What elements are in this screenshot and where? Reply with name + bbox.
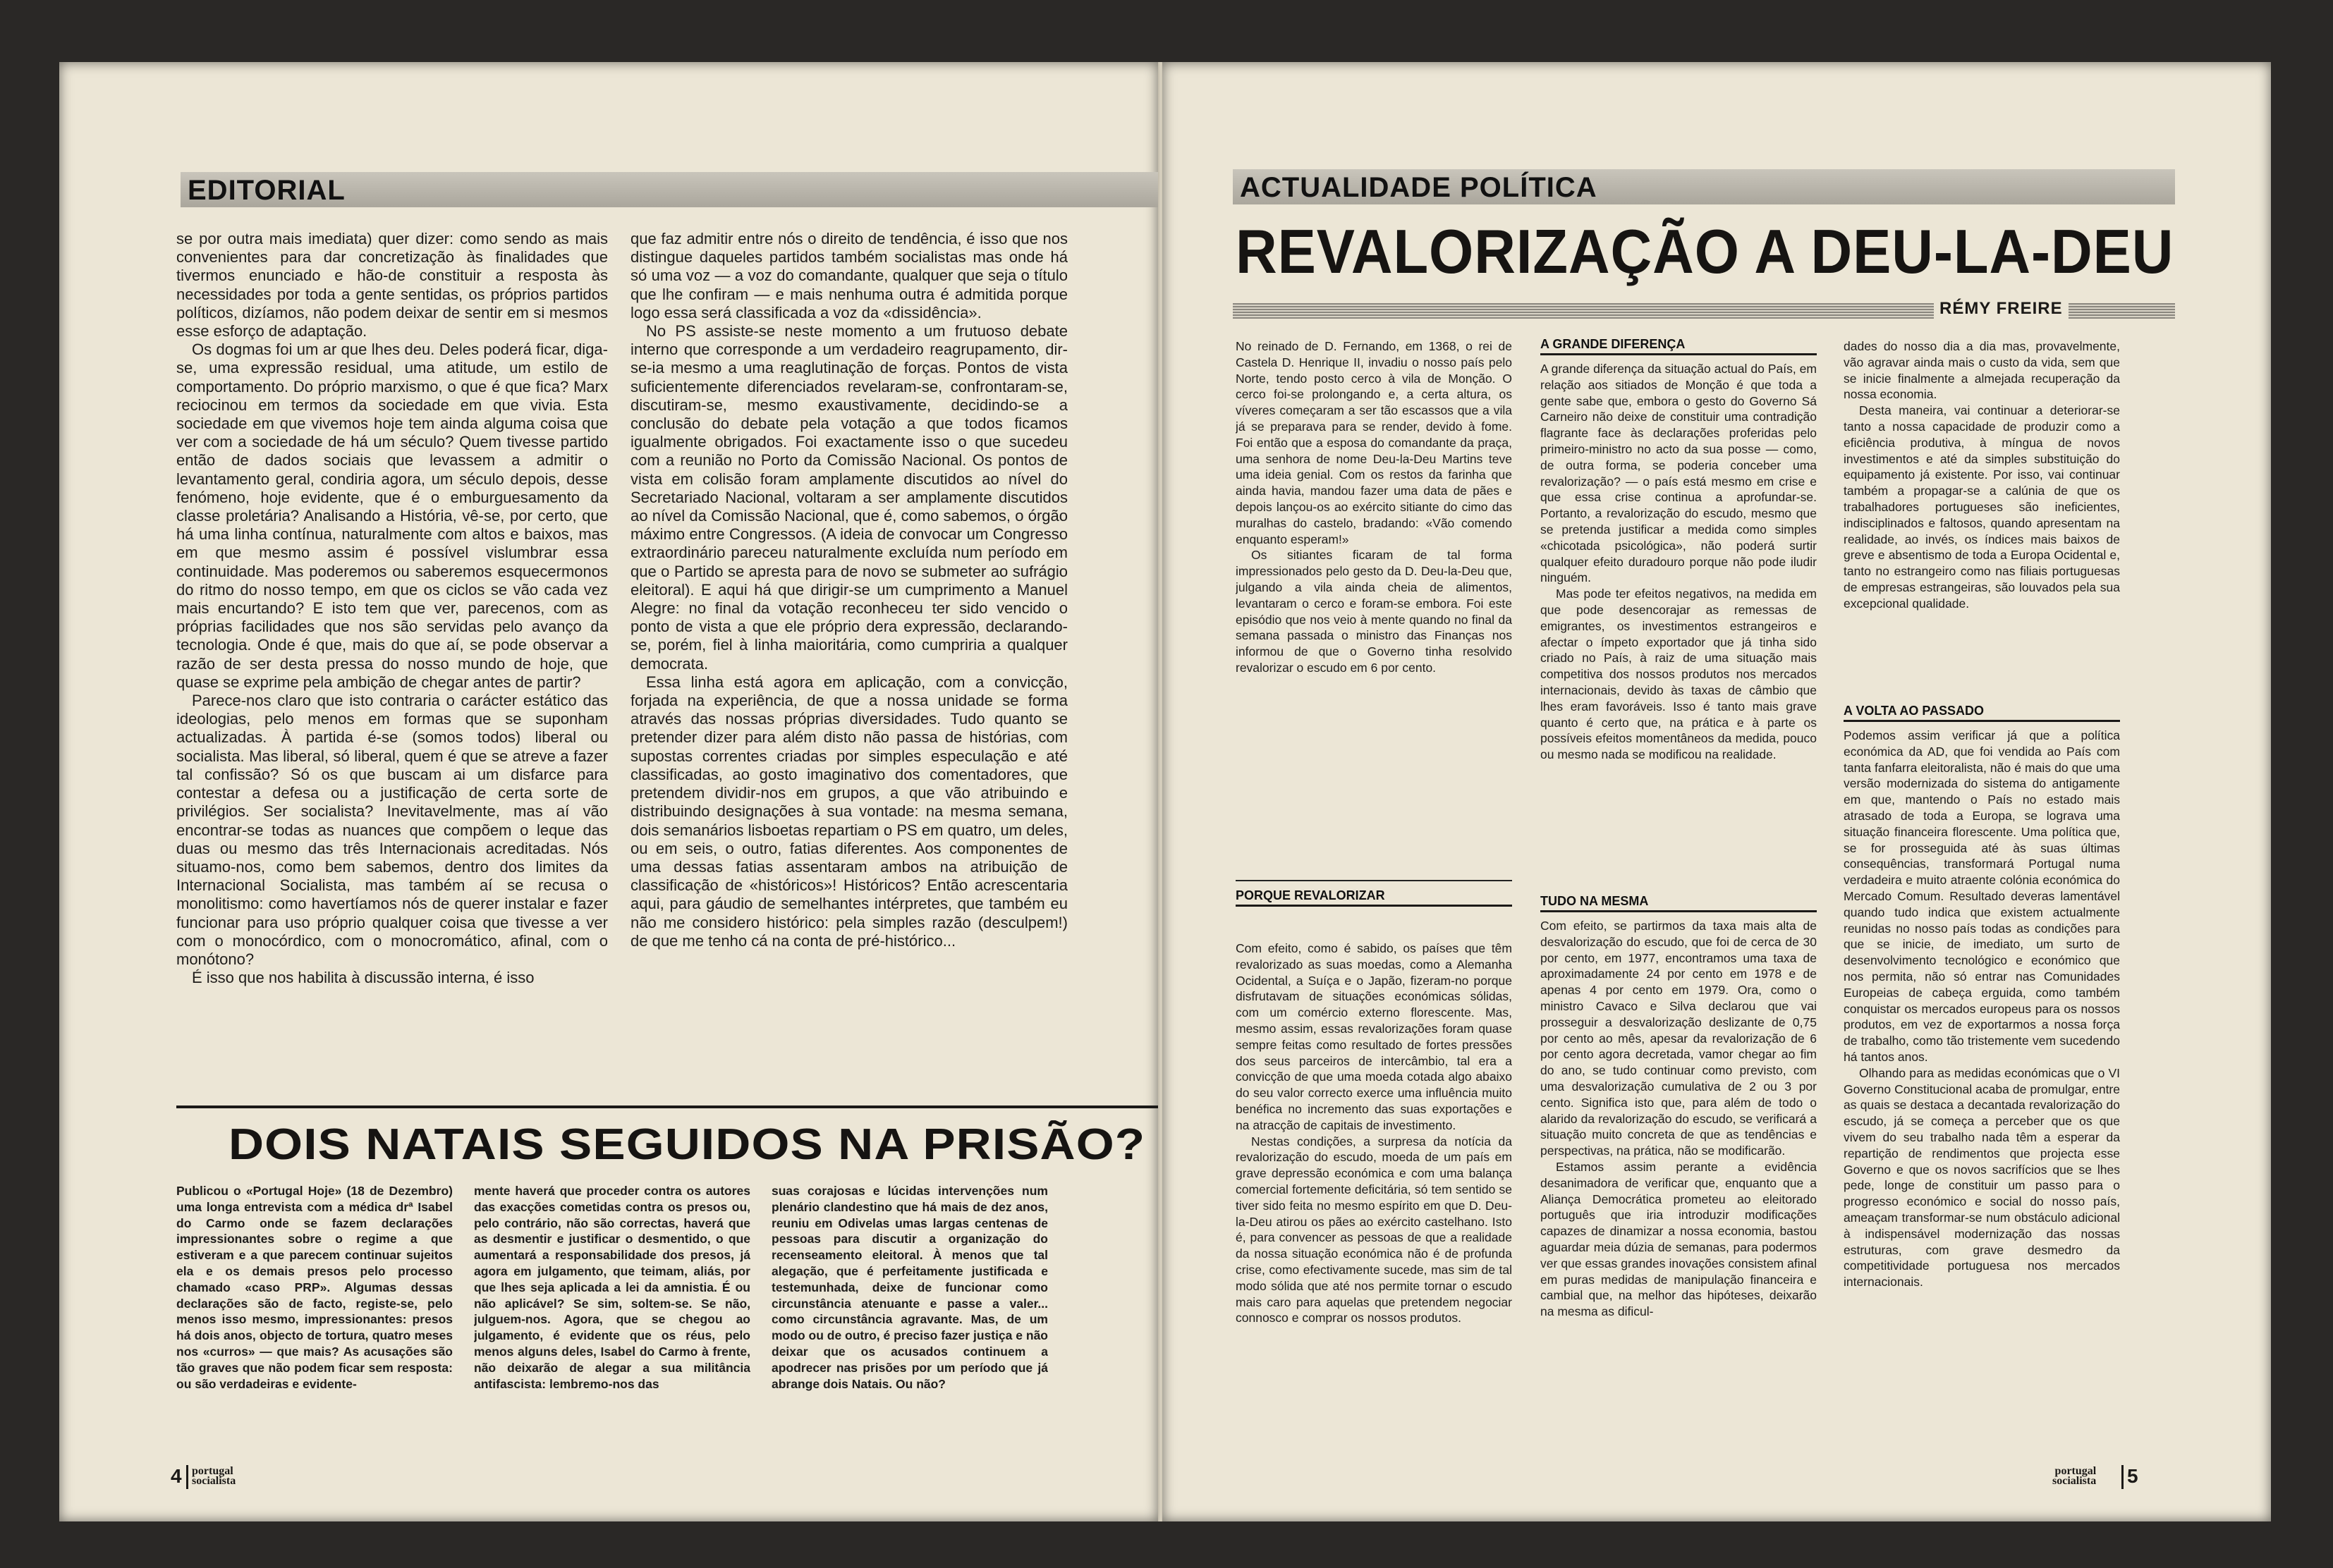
paragraph: No PS assiste-se neste momento a um frutuoso debate interno que corresponde a um verdadeiro reagrupamento, dir-se-ia mesmo a uma reaglutinação de forças. Pontos de vista suficientemente diferenciados revelaram-se, confrontaram-se, discutiram-se, mesmo exaustivamente, decidindo-se a conclusão do debate pela votação a que todos ficamos igualmente obrigados. Foi exactamente isso o que sucedeu com a reunião no Porto da Comissão Nacional. Os pontos de vista em colisão foram amplamente discutidos ao nível do Secretariado Nacional, voltaram a ser amplamente discutidos ao nível da Comissão Nacional, que é, como sabemos, o órgão máximo entre Congressos. (A ideia de convocar um Congresso extraordinário pareceu naturalmente excluída num período em que o Partido se apresta para de novo se submeter ao sufrágio eleitoral). E aqui há que dirigir-se um cumprimento a Manuel Alegre: no final da votação reconheceu ter sido vencido o ponto de vista a que ele próprio dera expressão, declarando-se, porém, fiel à linha maioritária, como cumpriria a qualquer democrata.: [631, 322, 1068, 673]
section-title: EDITORIAL: [188, 175, 346, 206]
subhead-volta-ao-passado: A VOLTA AO PASSADO: [1844, 704, 2120, 722]
article-column-3-bottom: [1844, 728, 2120, 1483]
section-header-editorial: [181, 172, 1158, 207]
natais-column-2: [474, 1183, 750, 1465]
article-headline: REVALORIZAÇÃO A DEU-LA-DEU: [1236, 216, 2174, 286]
folio-rule: [2121, 1465, 2124, 1489]
logo-line-1: portugal: [192, 1465, 233, 1477]
paragraph: Nestas condições, a surpresa da notícia da revalorização do escudo, moeda de um país em grave depressão económica e com uma balança comercial fortemente deficitária, só tem sentido se tiver sido feita no mesmo espírito em que D. Deu-la-Deu atirou os pães ao exército castelhano. Isto é, para convencer as pessoas de que a realidade da nossa situação económica não é de profunda crise, como efectivamente sucede, mas sim de tal modo sólida que até nos permite tornar o escudo mais caro para aquelas que pretendem negociar connosco e comprar os nossos produtos.: [1236, 1134, 1512, 1325]
paragraph: É isso que nos habilita à discussão interna, é isso: [192, 969, 535, 987]
logo-line-2: socialista: [2052, 1475, 2097, 1487]
article-column-1-intro: [1236, 338, 1512, 846]
article-column-2-tudo: [1540, 918, 1817, 1483]
page-number: 5: [2127, 1465, 2138, 1487]
logo-line-2: socialista: [192, 1475, 236, 1487]
right-page: [1162, 62, 2271, 1521]
article-divider: [176, 1105, 1158, 1108]
paragraph: Olhando para as medidas económicas que o VI Governo Constitucional acaba de promulgar, entre as quais se destaca a decantada revalorização do escudo, já se começa a perceber que os que vivem do seu trabalho nada têm a esperar da repartição de rendimentos que projecta esse Governo e que os novos sacrifícios que se lhes pede, longe de constituir um passo para o progresso económico e social do nosso país, ameaçam transformar-se num obstáculo adicional à indispensável modernização das nossas estruturas, com grave desmedro da competitividade portuguesa nos mercados internacionais.: [1844, 1065, 2120, 1290]
natais-paragraph: suas corajosas e lúcidas intervenções num plenário clandestino que há mais de dez anos, reuniu em Odivelas umas largas centenas de pessoas para discutir a organização do recenseamento eleitoral. À menos que tal alegação, que é perfeitamente justificada e testemunhada, deixe de funcionar como circunstância atenuante e passe a valer... como circunstância agravante. Mas, de um modo ou de outro, é preciso fazer justiça e não deixar que os acusados continuem a apodrecer nas prisões por um período que já abrange dois Natais. Ou não?: [772, 1184, 1048, 1391]
editorial-column-2: [631, 230, 1068, 1134]
paragraph: Estamos assim perante a evidência desanimadora de verificar que, enquanto que a Aliança Democrática prometeu ao eleitorado português que iria introduzir modificações capazes de dinamizar a nossa economia, bastou aguardar meia dúzia de semanas, para podermos ver que essas grandes inovações consistem afinal em puras medidas de manipulação financeira e cambial que, na melhor das hipóteses, deixarão na mesma as dificul-: [1540, 1159, 1817, 1319]
natais-column-3: [772, 1183, 1048, 1465]
paragraph: Essa linha está agora em aplicação, com a convicção, forjada na experiência, de que a nossa unidade se forma através das nossas próprias diversidades. Tudo quanto se pretender dizer para além disto não passa de histórias, com supostas correntes criadas por simples especulação e até classificadas, ao gosto imaginativo dos comentadores, que pretendem dividir-nos em grupos, a que vão atribuindo e distribuindo designações à sua vontade: na mesma semana, dois semanários lisboetas repartiam o PS em quatro, um deles, ou em seis, o outro, fatias diferentes. Aos componentes de uma dessas fatias assentaram ambos na atribuição de classificação de «históricos»! Históricos? Então acrescentaria aqui, para gáudio de semelhantes intérpretes, que também eu não me considero histórico: pela simples razão (desculpem!) de que me tenho cá na conta de pré-histórico...: [631, 673, 1068, 950]
publication-logo: [2052, 1466, 2096, 1486]
natais-headline: DOIS NATAIS SEGUIDOS NA PRISÃO?: [229, 1120, 1146, 1169]
paragraph: Desta maneira, vai continuar a deteriorar-se tanto a nossa capacidade de produzir como a eficiência produtiva, à míngua de novos investimentos e até da simples substituição do equipamento já existente. Por isso, vai continuar também a propagar-se a calúnia de que os trabalhadores portugueses são ineficientes, indisciplinados e faltosos, quando apresentam na realidade, ao invés, os índices mais baixos de greve e absentismo de toda a Europa Ocidental e, tanto no estrangeiro como nas filiais portuguesas de empresas estrangeiras, são louvados pela sua excepcional qualidade.: [1844, 403, 2120, 611]
paragraph: se por outra mais imediata) quer dizer: como sendo as mais convenientes para dar concretização às finalidades que tivermos enunciado e hão-de constituir a resposta às necessidades por toda a gente sentidas, os próprios partidos políticos, dizíamos, não podem deixar de sentir em si mesmos esse esforço de adaptação.: [176, 230, 608, 341]
section-header-actualidade: [1233, 169, 2175, 204]
article-column-2-diferenca: [1540, 361, 1817, 955]
subhead-porque-revalorizar: PORQUE REVALORIZAR: [1236, 888, 1512, 907]
natais-paragraph: mente haverá que proceder contra os autores das exacções cometidas contra os presos ou, pelo contrário, não são correctas, haverá que as desmentir e justificar o desmentido, o que aumentará a responsabilidade dos presos, já agora em julgamento, que teimam, aliás, por que lhes seja aplicada a lei da amnistia. É ou não aplicável? Se sim, soltem-se. Se não, julguem-nos. Agora, que se chegou ao julgamento, é evidente que os réus, pelo menos alguns deles, Isabel do Carmo à frente, não deixarão de alegar a sua militância antifascista: lembremo-nos das: [474, 1184, 750, 1391]
paragraph: Os dogmas foi um ar que lhes deu. Deles poderá ficar, diga-se, uma expressão residual, uma atitude, um estilo de comportamento. Do próprio marxismo, o que é que fica? Marx reciocinou em termos da sociedade em que vivia. Esta sociedade em que vivemos hoje tem ainda alguma coisa que ver com a sociedade de há um século? Quem tivesse partido então de dados sociais que levassem a admitir o levantamento geral, condiria agora, um século depois, desse fenómeno, hoje evidente, que é o emburguesamento da classe proletária? Analisando a História, vê-se, por certo, que há uma linha contínua, naturalmente com altos e baixos, mas em que mesmo assim é possível vislumbrar essa continuidade. Mas poderemos ou saberemos esquecermonos do ritmo do nosso tempo, em que os ciclos se vão cada vez mais encurtando? E isto tem que ver, parecenos, com as próprias facilidades que nos são servidas pelo avanço da tecnologia. Onde é que, mais do que aí, se pode observar a razão de ser desta pressa do nosso mundo de hoje, que quase se exprime pela ambição de chegar antes de partir?: [176, 341, 608, 691]
paragraph: dades do nosso dia a dia mas, provavelmente, vão agravar ainda mais o custo da vida, sem que se inicie finalmente a almejada recuperação da nossa economia.: [1844, 339, 2120, 402]
article-column-1-body: [1236, 941, 1512, 1483]
author-byline: RÉMY FREIRE: [1934, 299, 2069, 319]
page-number: 4: [171, 1465, 182, 1487]
paragraph: Com efeito, se partirmos da taxa mais alta de desvalorização do escudo, que foi de cerca de 30 por cento, em 1977, encontramos uma taxa de aproximadamente 24 por cento em 1978 e de apenas 4 por cento em 1979. Ora, como o ministro Cavaco e Silva declarou que vai prosseguir a desvalorização deslizante de 0,75 por cento ao mês, apesar da revalorização de 6 por cento agora decretada, vamor chegar ao fim do ano, se tudo continuar como previsto, com uma desvalorização cumulativa de 2 ou 3 por cento. Significa isto que, para além de todo o alarido da revalorização do escudo, se verificará a situação muito concreta de que as tendências e perspectivas, na prática, não se modificarão.: [1540, 919, 1817, 1158]
editorial-column-1: [176, 230, 608, 1155]
paragraph: A grande diferença da situação actual do País, em relação aos sitiados de Monção é que toda a gente sabe que, embora o gesto do Governo Sá Carneiro não deixe de constituir uma contradição flagrante face às declarações proferidas pelo primeiro-ministro no acto da sua posse — como, de outra forma, se poderia conceber uma revalorização? — o país está mesmo em crise e que essa crise continua a aprofundar-se. Portanto, a revalorização do escudo, mesmo que se pretenda justificar a medida como simples «chicotada psicológica», não poderá surtir qualquer efeito duradouro porque não pode iludir ninguém.: [1540, 362, 1817, 585]
natais-paragraph: Publicou o «Portugal Hoje» (18 de Dezembro) uma longa entrevista com a médica drª Isabel do Carmo onde se fazem declarações impressionantes sobre o regime a que estiveram e a que parecem continuar sujeitos ela e os demais presos pelo processo chamado «caso PRP». Algumas dessas declarações são de facto, registe-se, pelo menos isso mesmo, impressionantes: presos há dois anos, objecto de tortura, quatro meses nos «curros» — que mais? As acusações são tão graves que não podem ficar sem resposta: ou são verdadeiras e evidente-: [176, 1184, 453, 1391]
paragraph: No reinado de D. Fernando, em 1368, o rei de Castela D. Henrique II, invadiu o nosso país pelo Norte, tendo posto cerco à vila de Monção. O cerco foi-se prolongando e, a certa altura, os víveres começaram a ser tão escassos que a vila já se preparava para se render, devido à fome. Foi então que a esposa do comandante da praça, uma senhora de nome Deu-la-Deu Martins teve uma ideia genial. Com os restos da farinha que ainda havia, mandou fazer uma data de pães e depois lançou-os ao exército sitiante do cimo das muralhas do castelo, bradando: «Vão comendo enquanto esperam!»: [1236, 339, 1512, 546]
folio-rule: [186, 1465, 188, 1489]
logo-line-1: portugal: [2054, 1465, 2097, 1477]
sub-rule: [1236, 880, 1512, 881]
paragraph: Mas pode ter efeitos negativos, na medida em que pode desencorajar as remessas de emigrantes, os investimentos estrangeiros e afectar o ímpeto exportador que já tinha sido criado no País, à raiz de uma situação mais competitiva dos nossos produtos nos mercados internacionais, devido às taxas de câmbio que lhes eram favoráveis. Isso é tanto mais grave quanto é certo que, na prática e à parte os possíveis efeitos momentâneos da medida, pouco ou mesmo nada se modificou na realidade.: [1540, 587, 1817, 762]
left-page: [59, 62, 1158, 1521]
paragraph: Podemos assim verificar já que a política económica da AD, que foi vendida ao País com tanta fanfarra eleitoralista, não é mais do que uma versão modernizada do sistema do antigamente em que, mantendo o País no estado mais atrasado de toda a Europa, se lograva uma situação financeira florescente. Uma política que, se for prosseguida até às suas últimas consequências, transformará Portugal numa verdadeira e muito atraente colónia económica do Mercado Comum. Resultado deveras lamentável quando tudo indica que existem actualmente reunidas no nosso país todas as condições para que se inicie, de imediato, um surto de desenvolvimento tecnológico e económico que nos permita, não só entrar nas Comunidades Europeias de cabeça erguida, como também conquistar os mercados europeus para os nossos produtos, em vez de exportarmos a nossa força de trabalho, como tão tristemente vem sucedendo há tantos anos.: [1844, 728, 2120, 1064]
paragraph: Os sitiantes ficaram de tal forma impressionados pelo gesto da D. Deu-la-Deu que, julgando a vila ainda cheia de alimentos, levantaram o cerco e foram-se embora. Foi este episódio que nos veio à mente quando no final da semana passada o ministro das Finanças nos informou de que o Governo tinha resolvido revalorizar o escudo em 6 por cento.: [1236, 548, 1512, 675]
section-title: ACTUALIDADE POLÍTICA: [1240, 172, 1597, 203]
paragraph: Parece-nos claro que isto contraria o carácter estático das ideologias, pelo menos em formas que se suponham actualizadas. À partida é-se (somos todos) liberal ou socialista. Mas liberal, só liberal, quem é que se atreve a fazer tal confissão? Só os que buscam ai um disfarce para contestar a defesa ou a justificação de certa sorte de privilégios. Ser socialista? Inevitavelmente, mas aí vão encontrar-se todas as nuances que compõem o leque das duas ou mesmo das três Internacionais acreditadas. Nós situamo-nos, como bem sabemos, dentro dos limites da Internacional Socialista, mas também aí se recusa o monolitismo: como havertíamos nós de querer instalar e fazer funcionar para uso próprio qualquer coisa que tivesse a ver com o monocórdico, com o monocromático, afinal, com o monótono?: [176, 692, 608, 968]
paragraph: que faz admitir entre nós o direito de tendência, é isso que nos distingue daqueles partidos também socialistas mas onde há só uma voz — a voz do comandante, qualquer que seja o título que lhe confiram — e mais nenhuma outra é admitida porque logo essa será classificada a voz da «dissidência».: [631, 230, 1068, 321]
subhead-tudo-na-mesma: TUDO NA MESMA: [1540, 894, 1817, 912]
subhead-grande-diferenca: A GRANDE DIFERENÇA: [1540, 337, 1817, 355]
publication-logo: [192, 1466, 236, 1486]
natais-column-1: [176, 1183, 453, 1465]
paragraph: Com efeito, como é sabido, os países que têm revalorizado as suas moedas, como a Alemanha Ocidental, a Suíça e o Japão, fizeram-no porque disfrutavam de situações económicas sólidas, com um comércio externo florescente. Mas, mesmo assim, essas revalorizações foram quase sempre feitas como resultado de fortes pressões dos seus parceiros de intercâmbio, tal era a convicção de que uma moeda cotada algo abaixo do seu valor correcto exerce uma influência muito benéfica no incremento das suas exportações e na atracção de capitais de investimento.: [1236, 941, 1512, 1132]
